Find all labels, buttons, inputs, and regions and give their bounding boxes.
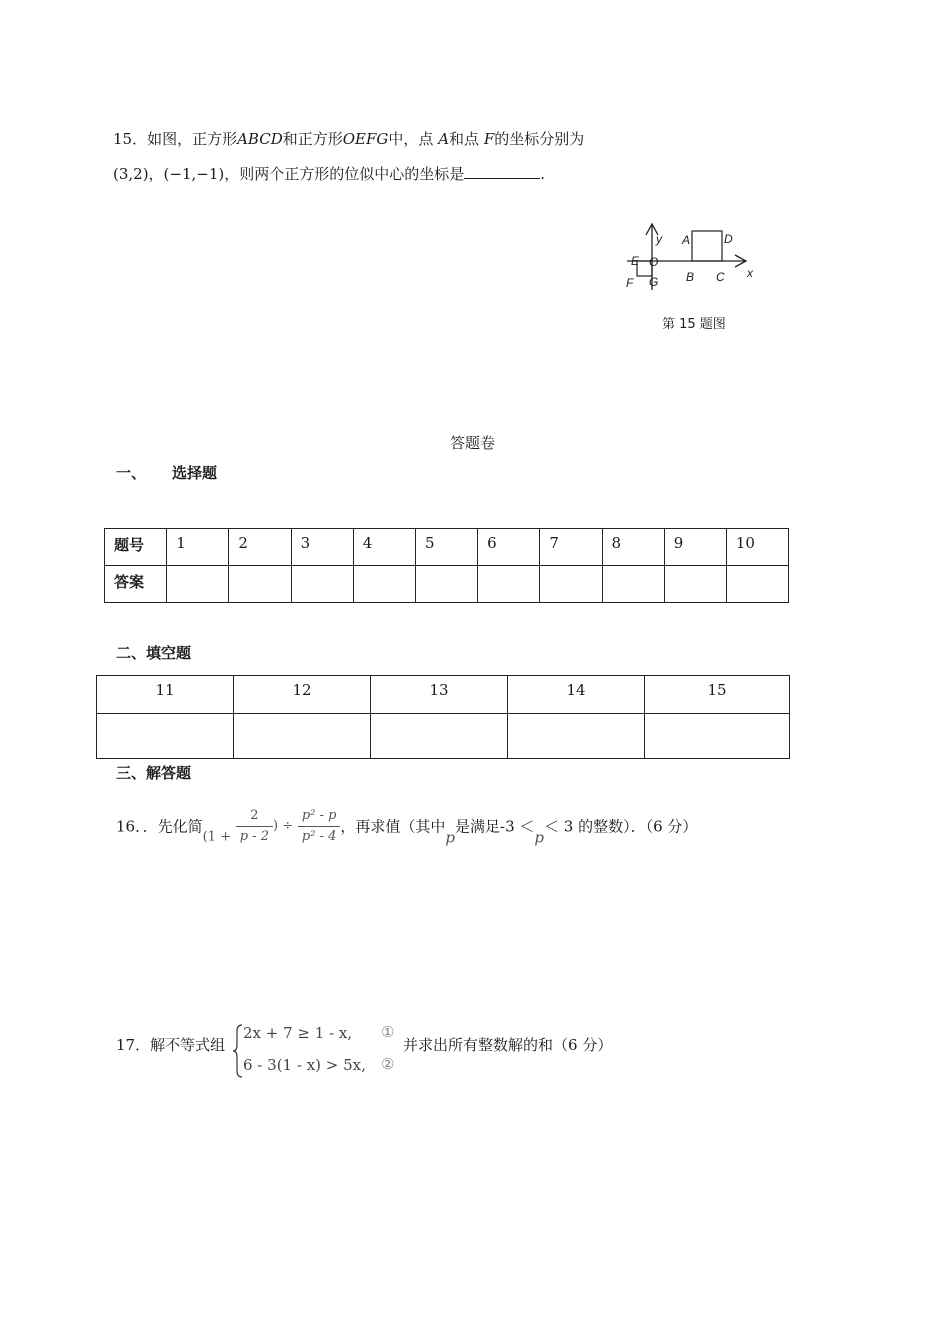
q15-text-line2: (3,2)，(−1,−1)，则两个正方形的位似中心的坐标是 <box>113 165 465 183</box>
answer-cell[interactable] <box>167 566 229 603</box>
answer-sheet-title: 答题卷 <box>450 434 496 452</box>
answer-label: 答案 <box>105 566 167 603</box>
answer-cell[interactable] <box>508 714 645 759</box>
q16-var-p1: p <box>445 828 456 847</box>
label-f: F <box>626 276 634 290</box>
question-number-label: 题号 <box>105 529 167 566</box>
question-number: 5 <box>415 529 477 566</box>
choice-answer-table <box>104 528 789 603</box>
label-o: O <box>649 255 659 269</box>
question-number: 6 <box>478 529 540 566</box>
q16-open: (1 + <box>202 829 231 845</box>
question-number: 12 <box>234 676 371 714</box>
q15-text-d: 和点 <box>449 130 480 148</box>
q15-text-c: 中，点 <box>388 130 434 148</box>
answer-cell[interactable] <box>371 714 508 759</box>
q15-abcd: ABCD <box>237 130 283 148</box>
question-number: 4 <box>353 529 415 566</box>
q16-fraction-2 <box>298 806 341 847</box>
square-abcd <box>692 231 722 261</box>
question-number: 10 <box>726 529 788 566</box>
question-number: 8 <box>602 529 664 566</box>
label-a: A <box>682 233 691 247</box>
q15-text-b: 和正方形 <box>282 130 343 148</box>
section2-heading: 二、填空题 <box>116 644 192 662</box>
answer-cell[interactable] <box>415 566 477 603</box>
answer-cell[interactable] <box>291 566 353 603</box>
q16-frac1-numerator: 2 <box>250 808 259 823</box>
answer-cell[interactable] <box>540 566 602 603</box>
question-number: 7 <box>540 529 602 566</box>
question-number: 14 <box>508 676 645 714</box>
answer-cell[interactable] <box>726 566 788 603</box>
q16-prefix: 16．．先化简 <box>116 817 203 836</box>
q15-line1 <box>113 128 584 149</box>
question-number: 15 <box>645 676 790 714</box>
q16-frac2-denominator: p² - 4 <box>298 826 341 847</box>
figure-caption: 第 15 题图 <box>662 317 726 332</box>
q15-point-f: F <box>483 130 495 148</box>
q17-inequality-1: 2x + 7 ≥ 1 - x, <box>243 1024 353 1042</box>
answer-cell[interactable] <box>234 714 371 759</box>
answer-cell[interactable] <box>664 566 726 603</box>
section1-number: 一、 <box>116 464 147 482</box>
q16 <box>116 806 697 848</box>
q15-line2 <box>113 163 545 184</box>
q15-oefg: OEFG <box>342 130 389 148</box>
q15-answer-blank <box>464 178 540 179</box>
q16-frac2-numerator: p² - p <box>301 808 337 823</box>
q16-mid: ，再求值（其中 <box>340 817 446 836</box>
q15-line2-end: . <box>540 165 546 183</box>
answer-cell[interactable] <box>478 566 540 603</box>
q16-close-divide: ) ÷ <box>273 818 294 834</box>
label-d: D <box>724 232 733 246</box>
q15-point-a: A <box>438 130 450 148</box>
q16-condition: 是满足-3 ＜ <box>455 817 535 836</box>
answer-cell[interactable] <box>602 566 664 603</box>
q15-text-e: 的坐标分别为 <box>494 130 585 148</box>
table-row <box>105 529 789 566</box>
label-y: y <box>656 232 662 246</box>
table-row <box>97 676 790 714</box>
question-number: 1 <box>167 529 229 566</box>
q15-figure <box>615 215 765 295</box>
label-e: E <box>631 254 640 268</box>
q16-frac1-denominator: p - 2 <box>236 826 273 847</box>
label-x: x <box>747 266 753 280</box>
label-g: G <box>649 275 659 289</box>
section1-heading <box>116 462 217 483</box>
table-row <box>105 566 789 603</box>
question-number: 13 <box>371 676 508 714</box>
q17-prefix: 17．解不等式组 <box>116 1036 226 1054</box>
q16-condition-end: ＜ 3 的整数）．（6 分） <box>544 817 698 836</box>
q16-var-p2: p <box>534 828 545 847</box>
q17-inequality-2: 6 - 3(1 - x) > 5x, <box>243 1056 366 1074</box>
left-brace-icon <box>233 1024 243 1078</box>
fill-blank-answer-table <box>96 675 790 759</box>
q17-mark-1: ① <box>381 1023 395 1041</box>
section1-title: 选择题 <box>172 464 218 482</box>
q15-text-a: 15．如图，正方形 <box>113 130 238 148</box>
section3-heading: 三、解答题 <box>116 764 192 782</box>
label-b: B <box>686 270 695 284</box>
table-row <box>97 714 790 759</box>
q17-suffix: 并求出所有整数解的和（6 分） <box>403 1036 613 1054</box>
q17-mark-2: ② <box>381 1055 395 1073</box>
answer-cell[interactable] <box>353 566 415 603</box>
q16-fraction-1 <box>236 806 273 847</box>
label-c: C <box>716 270 725 284</box>
answer-cell[interactable] <box>645 714 790 759</box>
question-number: 3 <box>291 529 353 566</box>
answer-cell[interactable] <box>97 714 234 759</box>
question-number: 9 <box>664 529 726 566</box>
question-number: 2 <box>229 529 291 566</box>
answer-cell[interactable] <box>229 566 291 603</box>
question-number: 11 <box>97 676 234 714</box>
